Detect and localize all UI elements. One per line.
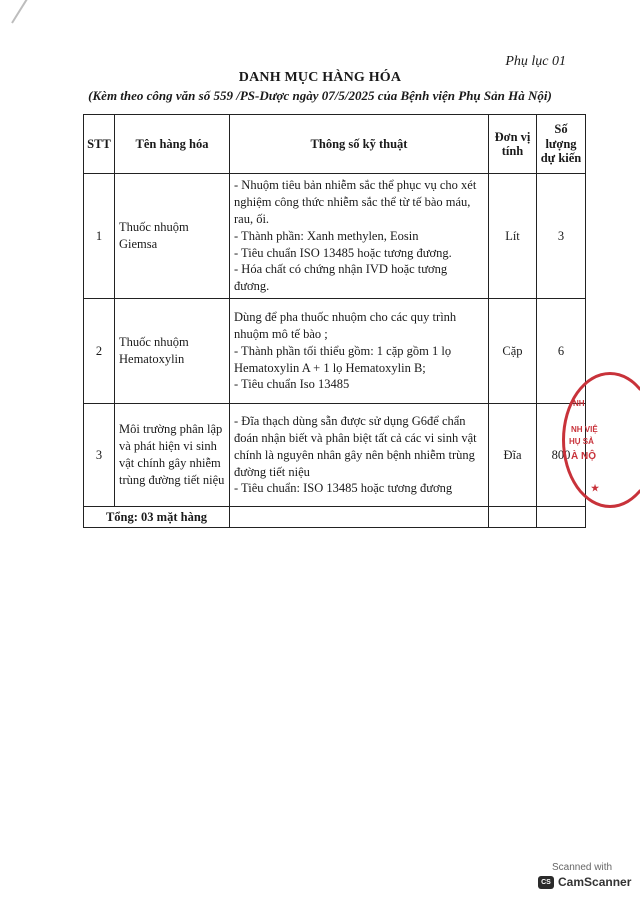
- spec-line: - Tiêu chuẩn: ISO 13485 hoặc tương đương: [234, 481, 453, 496]
- appendix-label: Phụ lục 01: [505, 54, 566, 69]
- table-header-row: [84, 115, 586, 174]
- row-qty: 800: [537, 404, 586, 507]
- row-spec: [230, 404, 489, 507]
- spec-line: - Tiêu chuẩn ISO 13485 hoặc tương đương.: [234, 245, 452, 260]
- table-total-row: [84, 507, 586, 528]
- header-spec: Thông số kỹ thuật: [230, 115, 489, 174]
- spec-line: Dùng để pha thuốc nhuộm cho các quy trình nhuộm mô tế bào ;: [234, 309, 457, 341]
- header-name: Tên hàng hóa: [115, 115, 230, 174]
- table-row: [84, 174, 586, 299]
- row-stt: 3: [84, 404, 115, 507]
- row-name: Thuốc nhuộm Giemsa: [115, 174, 230, 299]
- scan-edge-mark: [11, 0, 58, 24]
- stamp-text: À NỘ: [571, 451, 596, 462]
- document-subtitle: (Kèm theo công văn số 559 /PS-Dược ngày 07/5/2025 của Bệnh viện Phụ Sản Hà Nội): [88, 88, 552, 103]
- total-label: Tổng: 03 mặt hàng: [84, 507, 230, 528]
- row-name: Môi trường phân lập và phát hiện vi sinh vật chính gây nhiễm trùng đường tiết niệu: [115, 404, 230, 507]
- row-spec: [230, 299, 489, 404]
- header-stt: STT: [84, 115, 115, 174]
- stamp-text: NH: [573, 399, 585, 408]
- row-stt: 1: [84, 174, 115, 299]
- total-empty-cell: [489, 507, 537, 528]
- row-unit: Đĩa: [489, 404, 537, 507]
- row-qty: 3: [537, 174, 586, 299]
- stamp-text: NH VIỆ: [571, 425, 598, 434]
- stamp-text: HỤ SẢ: [569, 437, 594, 446]
- spec-line: - Hóa chất có chứng nhận IVD hoặc tương đương.: [234, 262, 448, 294]
- watermark-brand: CamScanner: [558, 875, 632, 889]
- row-unit: Cặp: [489, 299, 537, 404]
- row-name: Thuốc nhuộm Hematoxylin: [115, 299, 230, 404]
- header-qty: Số lượng dự kiến: [537, 115, 586, 174]
- goods-table: [83, 114, 586, 528]
- table-row: [84, 404, 586, 507]
- spec-line: - Tiêu chuẩn Iso 13485: [234, 377, 350, 392]
- total-empty-cell: [230, 507, 489, 528]
- stamp-star-icon: ★: [591, 483, 600, 493]
- document-title: DANH MỤC HÀNG HÓA: [238, 70, 402, 85]
- spec-line: - Nhuộm tiêu bản nhiễm sắc thể phục vụ cho xét nghiệm công thức nhiễm sắc thể từ tế bào máu, rau, ối.: [234, 178, 477, 226]
- row-stt: 2: [84, 299, 115, 404]
- spec-line: - Thành phần: Xanh methylen, Eosin: [234, 228, 419, 243]
- spec-line: - Đĩa thạch dùng sẵn được sử dụng G6để chẩn đoán nhận biết và phân biệt tất cả các vi sinh vật chính là nguyên nhân gây nên bệnh nhiễm trùng đường tiết niệu: [234, 413, 477, 479]
- camscanner-watermark: [538, 862, 640, 889]
- row-spec: [230, 174, 489, 299]
- camscanner-logo-icon: CS: [538, 876, 554, 889]
- table-row: [84, 299, 586, 404]
- watermark-caption: Scanned with: [552, 862, 613, 873]
- row-unit: Lít: [489, 174, 537, 299]
- spec-line: - Thành phần tối thiểu gồm: 1 cặp gồm 1 lọ Hematoxylin A + 1 lọ Hematoxylin B;: [234, 343, 452, 375]
- row-qty: 6: [537, 299, 586, 404]
- header-unit: Đơn vị tính: [489, 115, 537, 174]
- total-empty-cell: [537, 507, 586, 528]
